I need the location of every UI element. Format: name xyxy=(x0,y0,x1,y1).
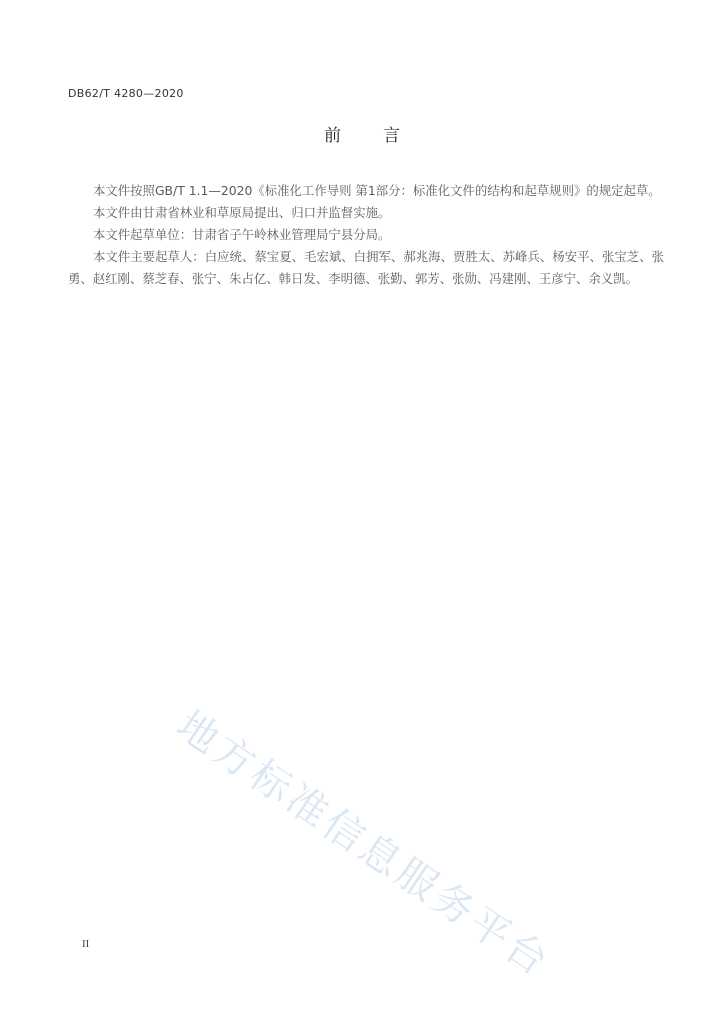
watermark-text: 地方标准信息服务平台 xyxy=(168,702,559,987)
paragraph-drafting-rules: 本文件按照GB/T 1.1—2020《标准化工作导则 第1部分：标准化文件的结构和起草规则》的规定起草。 xyxy=(93,183,661,198)
foreword-body xyxy=(68,180,664,290)
page-title: 前言 xyxy=(324,126,442,146)
paragraph-drafting-unit: 本文件起草单位：甘肃省子午岭林业管理局宁县分局。 xyxy=(93,227,391,242)
paragraph-drafters: 本文件主要起草人：白应统、蔡宝夏、毛宏斌、白拥军、郝兆海、贾胜太、苏峰兵、杨安平、张宝芝、张勇、赵红刚、蔡芝春、张宁、朱占亿、韩日发、李明德、张勤、郭芳、张勋、冯建刚、王彦宁、余义凯。 xyxy=(68,249,664,286)
page-number: II xyxy=(82,938,90,950)
paragraph-proposer: 本文件由甘肃省林业和草原局提出、归口并监督实施。 xyxy=(93,205,391,220)
document-code: DB62/T 4280—2020 xyxy=(68,87,184,100)
